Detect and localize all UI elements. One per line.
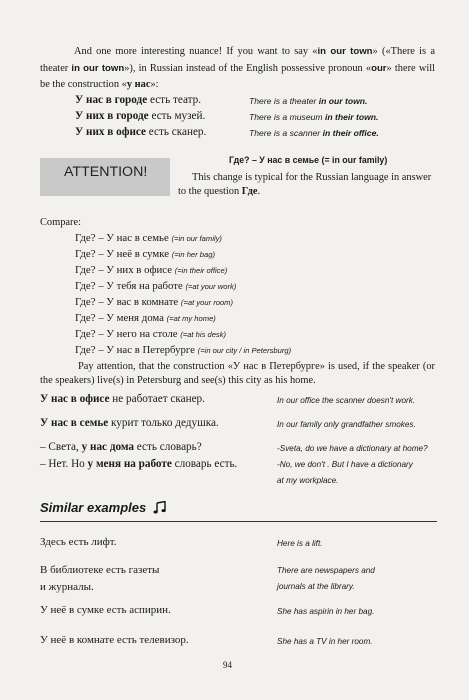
intro-bold: у нас [126,79,151,90]
intro-paragraph [40,44,435,94]
attention-label: ATTENTION! [64,164,148,180]
sentence-en: In our office the scanner doesn't work. [277,396,416,405]
similar-en: There are newspapers and journals at the library. [277,566,375,591]
compare-line: Где? – У неё в сумке (=in her bag) [75,248,215,260]
dialogue-en: -No, we don't . But I have a dictionary [277,460,413,469]
dialogue-line: – Нет. Но у меня на работе словарь есть. [40,458,238,470]
compare-line: Где? – У него на столе (=at his desk) [75,328,227,340]
example-en: There is a scanner in their office. [249,128,379,138]
compare-line: Где? – У меня дома (=at my home) [75,312,216,324]
page-number: 94 [223,660,232,670]
similar-ru: У неё в сумке есть аспирин. [40,604,171,616]
intro-text: »), in Russian instead of the English possessive pronoun « [124,62,372,74]
music-note-icon [153,501,166,517]
similar-ru: В библиотеке есть газеты и журналы. [40,564,160,593]
intro-text: »: [150,79,159,90]
intro-bold: our [371,62,387,74]
compare-label: Compare: [40,217,81,228]
attention-text: This change is typical for the Russian language in answer to the question Где. [178,172,432,197]
similar-en: She has aspirin in her bag. [277,607,375,616]
compare-line: Где? – У них в офисе (=in their office) [75,264,228,276]
pay-attention-paragraph: Pay attention, that the construction «У нас в Петербурге» is used, if the speaker (or the speakers) live(s) in Petersburg and see(s) this city as his home. [40,361,435,386]
attention-box [40,158,170,196]
intro-bold: in our town [317,46,373,57]
section-divider [40,521,437,522]
similar-en: She has a TV in her room. [277,637,373,646]
compare-line: Где? – У вас в комнате (=at your room) [75,296,234,308]
intro-text: » («There is a theater [40,46,435,74]
attention-title: Где? – У нас в семье (= in our family) [229,155,388,165]
example-ru: У них в городе есть музей. [75,110,206,122]
example-ru: У них в офисе есть сканер. [75,126,207,138]
compare-line: Где? – У нас в Петербурге (=in our city / in Petersburg) [75,344,292,356]
similar-ru: Здесь есть лифт. [40,536,117,548]
intro-bold: in our town [71,62,125,74]
dialogue-en: at my workplace. [277,476,339,485]
intro-text: And one more interesting nuance! If you want to say « [74,46,318,57]
similar-title: Similar examples [40,500,166,517]
compare-line: Где? – У тебя на работе (=at your work) [75,280,237,292]
sentence-ru: У нас в офисе не работает сканер. [40,393,205,405]
sentence-en: In our family only grandfather smokes. [277,420,416,429]
dialogue-en: -Sveta, do we have a dictionary at home? [277,444,428,453]
intro-text: » there will be the construction « [40,62,435,90]
sentence-ru: У нас в семье курит только дедушка. [40,417,219,429]
similar-ru: У неё в комнате есть телевизор. [40,634,189,646]
example-ru: У нас в городе есть театр. [75,94,202,106]
example-en: There is a theater in our town. [249,96,368,106]
compare-line: Где? – У нас в семье (=in our family) [75,232,222,244]
dialogue-line: – Света, у нас дома есть словарь? [40,441,202,453]
example-en: There is a museum in their town. [249,112,379,122]
similar-en: Here is a lift. [277,539,323,548]
